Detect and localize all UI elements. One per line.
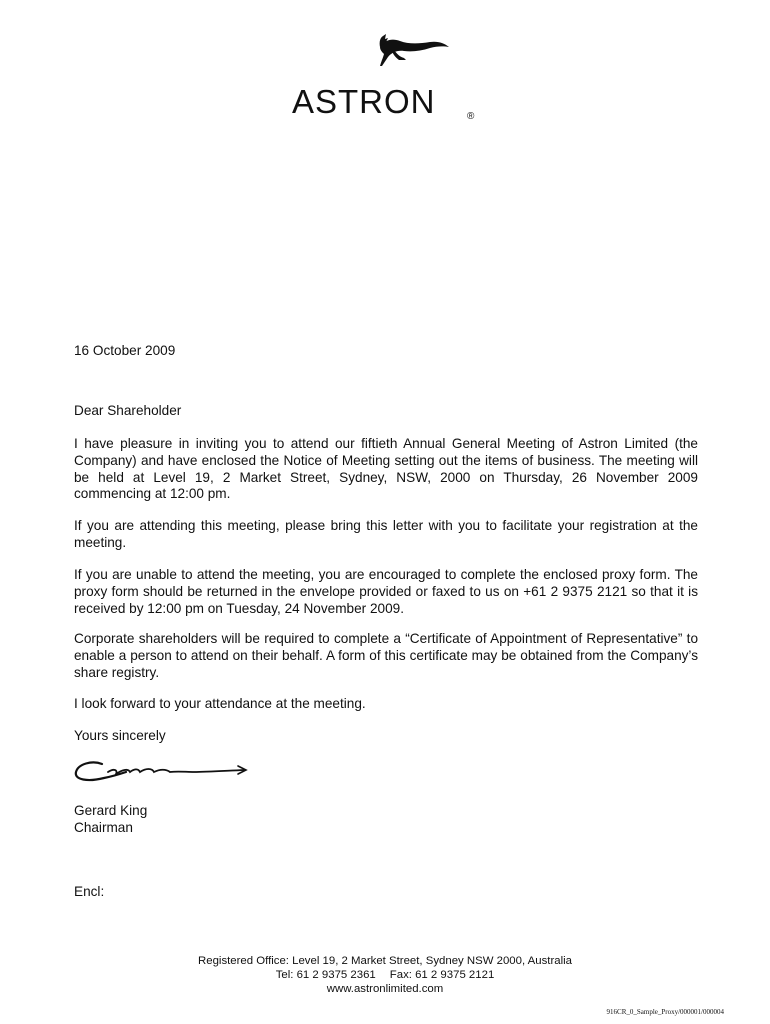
paragraph-invitation: I have pleasure in inviting you to attend our fiftieth Annual General Meeting of Astron Limited (the Company) and have enclosed the Notice of Meeting setting out the items of business. The meeting will be held at Level 19, 2 Market Street, Sydney, NSW, 2000 on Thursday, 26 November 2009 commencing at 12:00 pm. [74,436,698,502]
footer-registered-office: Registered Office: Level 19, 2 Market Street, Sydney NSW 2000, Australia [198,955,572,967]
footer [0,955,770,996]
paragraph-proxy: If you are unable to attend the meeting, you are encouraged to complete the enclosed proxy form. The proxy form should be returned in the envelope provided or faxed to us on +61 2 9375 2121 so that it is received by 12:00 pm on Tuesday, 24 November 2009. [74,567,698,616]
footer-website: www.astronlimited.com [326,982,444,995]
paragraph-closing-remark: I look forward to your attendance at the meeting. [74,696,366,711]
signer-name: Gerard King [74,803,148,818]
paragraph-attending: If you are attending this meeting, please bring this letter with you to facilitate your registration at the meeting. [74,518,698,550]
signer-title: Chairman [74,820,133,835]
enclosure-note: Encl: [74,884,105,899]
closing: Yours sincerely [74,728,166,743]
footer-tel: Tel: 61 2 9375 2361 [275,968,376,981]
letterhead [0,30,770,122]
footer-contact-line [0,969,770,983]
document-reference: 916CR_0_Sample_Proxy/000001/000004 [606,1008,724,1016]
salutation: Dear Shareholder [74,403,182,418]
registered-mark: ® [467,111,475,122]
company-logo-wordmark: ASTRON [292,83,436,120]
paragraph-corporate: Corporate shareholders will be required to complete a “Certificate of Appointment of Representative” to enable a person to attend on their behalf. A form of this certificate may be obtained from the Company’s share registry. [74,631,698,680]
footer-fax: Fax: 61 2 9375 2121 [389,968,495,981]
handwritten-signature [74,754,264,790]
letter-date: 16 October 2009 [74,343,176,358]
